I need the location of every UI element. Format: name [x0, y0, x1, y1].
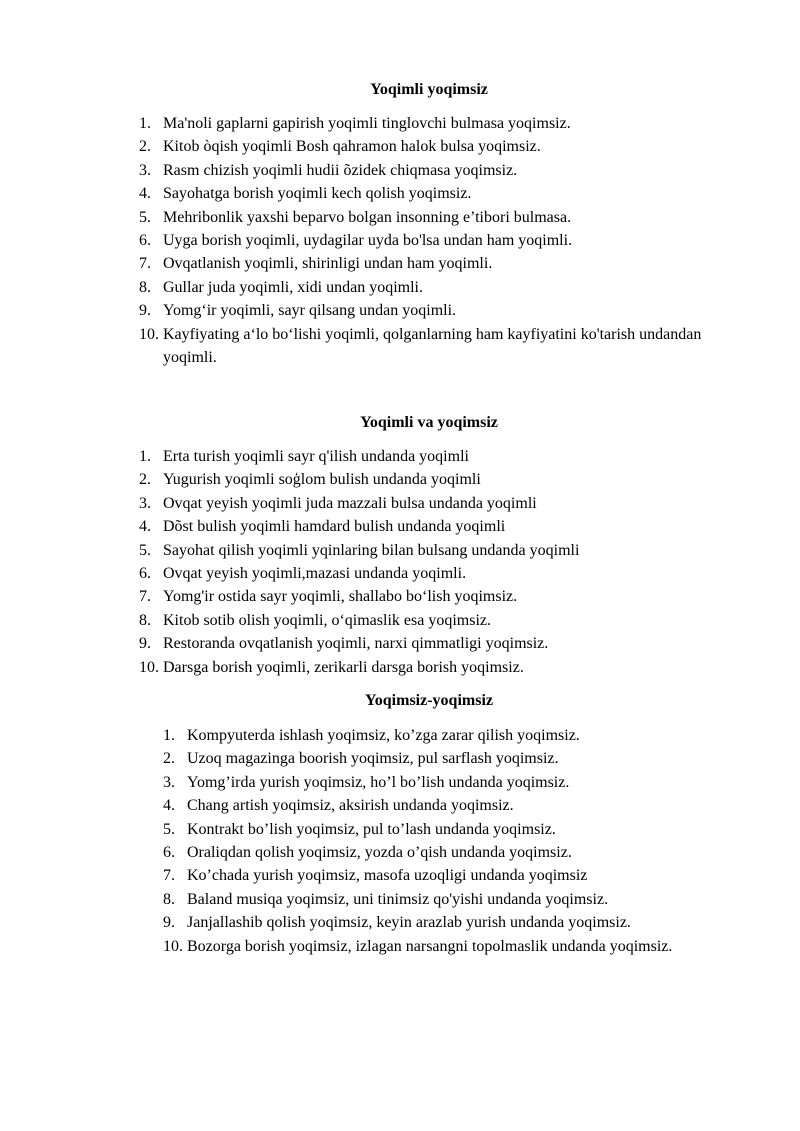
list-item — [139, 585, 739, 608]
numbered-list — [139, 112, 739, 369]
list-item-text: Ovqatlanish yoqimli, shirinligi undan ham yoqimli. — [163, 255, 493, 273]
list-item — [139, 539, 739, 562]
list-item-text: Erta turish yoqimli sayr q'ilish undanda yoqimli — [163, 448, 469, 465]
list-item-number: 8. — [139, 278, 151, 296]
list-item — [163, 818, 723, 841]
list-item-number: 4. — [139, 185, 151, 203]
list-item-number: 7. — [139, 588, 151, 606]
list-item-text: Gullar juda yoqimli, xidi undan yoqimli. — [163, 278, 423, 296]
list-item-number: 7. — [163, 867, 175, 885]
list-item — [139, 562, 739, 585]
list-item — [139, 135, 739, 158]
list-item — [139, 229, 739, 252]
list-item-text: Bozorga borish yoqimsiz, izlagan narsangni topolmaslik undanda yoqimsiz. — [187, 937, 673, 955]
list-item-number: 8. — [139, 611, 151, 629]
list-item — [139, 632, 739, 655]
list-item-number: 9. — [139, 635, 151, 653]
list-item-text: Janjallashib qolish yoqimsiz, keyin arazlab yurish undanda yoqimsiz. — [187, 914, 631, 932]
list-item-number: 9. — [139, 302, 151, 320]
list-item-number: 1. — [139, 115, 151, 132]
list-item-number: 1. — [139, 448, 151, 465]
list-item-number: 10. — [139, 658, 159, 676]
list-item — [139, 323, 739, 370]
list-item — [163, 794, 723, 817]
list-item-number: 6. — [139, 232, 151, 250]
list-item — [139, 468, 739, 491]
list-item-number: 2. — [139, 471, 151, 489]
list-item-text: Darsga borish yoqimli, zerikarli darsga borish yoqimsiz. — [163, 658, 524, 676]
list-item-text: Oraliqdan qolish yoqimsiz, yozda o’qish undanda yoqimsiz. — [187, 844, 572, 862]
list-item-number: 5. — [139, 208, 151, 226]
list-item-text: Yugurish yoqimli soģlom bulish undanda yoqimli — [163, 471, 481, 489]
list-item-number: 3. — [163, 773, 175, 791]
list-item-number: 4. — [139, 518, 151, 536]
list-item-text: Sayohat qilish yoqimli yqinlaring bilan bulsang undanda yoqimli — [163, 541, 580, 559]
list-item — [163, 747, 723, 770]
list-item — [163, 724, 723, 747]
list-item — [139, 492, 739, 515]
list-item-number: 10. — [139, 325, 159, 343]
list-item-text: Ma'noli gaplarni gapirish yoqimli tinglovchi bulmasa yoqimsiz. — [163, 115, 571, 132]
list-item-text: Uyga borish yoqimli, uydagilar uyda bo'lsa undan ham yoqimli. — [163, 232, 573, 250]
list-item-number: 2. — [163, 750, 175, 768]
list-item-number: 2. — [139, 138, 151, 156]
list-item — [163, 935, 723, 958]
list-item-number: 4. — [163, 797, 175, 815]
list-item-text: Ko’chada yurish yoqimsiz, masofa uzoqligi undanda yoqimsiz — [187, 867, 588, 885]
list-item-text: Kayfiyating a‘lo bo‘lishi yoqimli, qolganlarning ham kayfiyatini ko'tarish undandan yoqimli. — [163, 325, 702, 367]
list-item-text: Restoranda ovqatlanish yoqimli, narxi qimmatligi yoqimsiz. — [163, 635, 549, 653]
list-item-number: 5. — [163, 820, 175, 838]
list-item-number: 7. — [139, 255, 151, 273]
numbered-list — [163, 724, 723, 958]
list-item — [139, 159, 739, 182]
numbered-list — [139, 445, 739, 679]
list-item — [139, 112, 739, 135]
list-item-text: Rasm chizish yoqimli hudii õzidek chiqmasa yoqimsiz. — [163, 161, 518, 179]
list-item-number: 1. — [163, 727, 175, 744]
list-item-text: Ovqat yeyish yoqimli,mazasi undanda yoqimli. — [163, 565, 467, 583]
section-title: Yoqimsiz-yoqimsiz — [365, 692, 493, 709]
list-item-number: 8. — [163, 890, 175, 908]
list-item-text: Kompyuterda ishlash yoqimsiz, ko’zga zarar qilish yoqimsiz. — [187, 727, 580, 744]
list-item-text: Dõst bulish yoqimli hamdard bulish undanda yoqimli — [163, 518, 506, 536]
list-item-number: 6. — [163, 844, 175, 862]
list-item-number: 3. — [139, 161, 151, 179]
list-item-text: Kitob sotib olish yoqimli, o‘qimaslik esa yoqimsiz. — [163, 611, 491, 629]
list-item-number: 5. — [139, 541, 151, 559]
list-item-text: Ovqat yeyish yoqimli juda mazzali bulsa undanda yoqimli — [163, 494, 537, 512]
list-item — [139, 252, 739, 275]
list-item-text: Yomg'ir ostida sayr yoqimli, shallabo bo‘lish yoqimsiz. — [163, 588, 518, 606]
list-item — [139, 445, 739, 468]
list-item-text: Kontrakt bo’lish yoqimsiz, pul to’lash undanda yoqimsiz. — [187, 820, 556, 838]
list-item — [163, 888, 723, 911]
list-item — [139, 206, 739, 229]
list-item-text: Kitob òqish yoqimli Bosh qahramon halok bulsa yoqimsiz. — [163, 138, 541, 156]
list-item — [139, 515, 739, 538]
list-item — [139, 609, 739, 632]
list-item — [163, 841, 723, 864]
list-item-number: 9. — [163, 914, 175, 932]
list-item — [139, 656, 739, 679]
list-item-number: 10. — [163, 937, 183, 955]
list-item-text: Yomg’irda yurish yoqimsiz, ho’l bo’lish undanda yoqimsiz. — [187, 773, 570, 791]
list-item — [163, 864, 723, 887]
list-item — [139, 182, 739, 205]
list-item-text: Baland musiqa yoqimsiz, uni tinimsiz qo'yishi undanda yoqimsiz. — [187, 890, 609, 908]
list-item-text: Yomg‘ir yoqimli, sayr qilsang undan yoqimli. — [163, 302, 457, 320]
list-item-number: 3. — [139, 494, 151, 512]
list-item — [139, 299, 739, 322]
list-item-number: 6. — [139, 565, 151, 583]
list-item — [139, 276, 739, 299]
list-item-text: Sayohatga borish yoqimli kech qolish yoqimsiz. — [163, 185, 472, 203]
list-item — [163, 911, 723, 934]
list-item — [163, 771, 723, 794]
list-item-text: Mehribonlik yaxshi beparvo bolgan insonning e’tibori bulmasa. — [163, 208, 572, 226]
list-item-text: Uzoq magazinga boorish yoqimsiz, pul sarflash yoqimsiz. — [187, 750, 559, 768]
section-title: Yoqimli yoqimsiz — [370, 81, 488, 98]
section-title: Yoqimli va yoqimsiz — [360, 414, 498, 431]
list-item-text: Chang artish yoqimsiz, aksirish undanda yoqimsiz. — [187, 797, 514, 815]
